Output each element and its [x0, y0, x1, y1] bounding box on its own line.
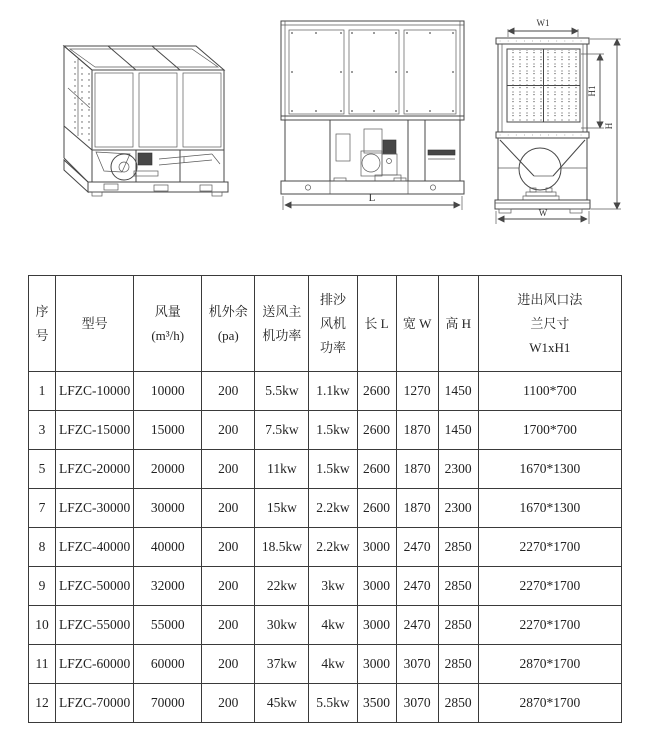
cell-width: 1870 [396, 489, 438, 528]
cell-airflow: 30000 [134, 489, 202, 528]
front-view-drawing [276, 12, 472, 222]
cell-width: 3070 [396, 684, 438, 723]
cell-flange: 2270*1700 [478, 528, 621, 567]
cell-ext_pressure: 200 [202, 684, 255, 723]
table-row [29, 450, 622, 489]
cell-airflow: 40000 [134, 528, 202, 567]
cell-flange: 2870*1700 [478, 684, 621, 723]
cell-index: 12 [29, 684, 56, 723]
cell-ext_pressure: 200 [202, 450, 255, 489]
cell-height: 2850 [438, 684, 478, 723]
cell-height: 2300 [438, 489, 478, 528]
cell-airflow: 60000 [134, 645, 202, 684]
dim-label-inner-height: H1 [587, 85, 597, 97]
cell-width: 2470 [396, 606, 438, 645]
col-header-height: 高 H [438, 276, 478, 372]
cell-index: 9 [29, 567, 56, 606]
cell-airflow: 10000 [134, 372, 202, 411]
cell-model: LFZC-55000 [56, 606, 134, 645]
cell-height: 2300 [438, 450, 478, 489]
front-cabinet [281, 21, 464, 120]
header-row [29, 276, 622, 372]
col-header-sand_fan_power: 排沙 风机 功率 [309, 276, 357, 372]
col-header-flange: 进出风口法 兰尺寸 W1xH1 [478, 276, 621, 372]
cell-model: LFZC-15000 [56, 411, 134, 450]
spec-table [28, 275, 622, 723]
cell-sand_fan_power: 3kw [309, 567, 357, 606]
dim-label-length: L [368, 192, 376, 204]
cell-airflow: 55000 [134, 606, 202, 645]
spec-table-head [29, 276, 622, 372]
cell-airflow: 32000 [134, 567, 202, 606]
cell-flange: 1700*700 [478, 411, 621, 450]
cell-model: LFZC-40000 [56, 528, 134, 567]
cell-ext_pressure: 200 [202, 567, 255, 606]
cell-index: 3 [29, 411, 56, 450]
cell-length: 3000 [357, 645, 396, 684]
isometric-view-drawing [24, 12, 236, 207]
dim-width [496, 208, 589, 224]
cell-height: 1450 [438, 372, 478, 411]
cell-sand_fan_power: 5.5kw [309, 684, 357, 723]
cell-index: 5 [29, 450, 56, 489]
cell-supply_power: 5.5kw [255, 372, 309, 411]
cell-model: LFZC-10000 [56, 372, 134, 411]
cell-index: 8 [29, 528, 56, 567]
dim-length [283, 192, 462, 210]
cell-ext_pressure: 200 [202, 411, 255, 450]
cell-width: 2470 [396, 528, 438, 567]
iso-skid [64, 160, 228, 196]
table-row [29, 528, 622, 567]
table-row [29, 645, 622, 684]
cell-width: 1870 [396, 450, 438, 489]
cell-model: LFZC-20000 [56, 450, 134, 489]
cell-length: 3500 [357, 684, 396, 723]
front-panel-bolts [291, 32, 454, 112]
cell-ext_pressure: 200 [202, 528, 255, 567]
front-damper [428, 150, 455, 155]
dim-label-height: H [604, 122, 614, 130]
cell-sand_fan_power: 1.1kw [309, 372, 357, 411]
table-row [29, 606, 622, 645]
cell-index: 7 [29, 489, 56, 528]
col-header-supply_power: 送风主 机功率 [255, 276, 309, 372]
cell-length: 3000 [357, 567, 396, 606]
cell-flange: 2270*1700 [478, 567, 621, 606]
col-header-index: 序 号 [29, 276, 56, 372]
col-header-width: 宽 W [396, 276, 438, 372]
cell-model: LFZC-30000 [56, 489, 134, 528]
cell-supply_power: 7.5kw [255, 411, 309, 450]
cell-supply_power: 11kw [255, 450, 309, 489]
cell-length: 2600 [357, 372, 396, 411]
cell-ext_pressure: 200 [202, 489, 255, 528]
table-row [29, 489, 622, 528]
cell-ext_pressure: 200 [202, 606, 255, 645]
cell-flange: 1670*1300 [478, 450, 621, 489]
table-row [29, 567, 622, 606]
cell-sand_fan_power: 1.5kw [309, 411, 357, 450]
cell-flange: 2270*1700 [478, 606, 621, 645]
cell-sand_fan_power: 2.2kw [309, 489, 357, 528]
cell-index: 11 [29, 645, 56, 684]
spec-table-wrap [28, 275, 622, 723]
table-row [29, 411, 622, 450]
cell-supply_power: 18.5kw [255, 528, 309, 567]
side-fan-scroll [519, 148, 561, 190]
cell-model: LFZC-50000 [56, 567, 134, 606]
col-header-airflow: 风量 (m³/h) [134, 276, 202, 372]
iso-motor [138, 153, 152, 165]
cell-height: 2850 [438, 645, 478, 684]
cell-height: 2850 [438, 606, 478, 645]
cell-flange: 1100*700 [478, 372, 621, 411]
side-hopper-fan [498, 138, 587, 200]
spec-table-body [29, 372, 622, 723]
cell-height: 1450 [438, 411, 478, 450]
cell-supply_power: 30kw [255, 606, 309, 645]
front-motor [383, 140, 396, 154]
col-header-length: 长 L [357, 276, 396, 372]
dim-label-top-width: W1 [536, 18, 550, 28]
iso-front-panels [92, 70, 224, 150]
cell-width: 2470 [396, 567, 438, 606]
cell-length: 2600 [357, 450, 396, 489]
cell-airflow: 15000 [134, 411, 202, 450]
cell-length: 3000 [357, 606, 396, 645]
cell-width: 3070 [396, 645, 438, 684]
front-duct [336, 134, 350, 161]
front-fan-housing [364, 129, 382, 153]
cell-index: 1 [29, 372, 56, 411]
cell-height: 2850 [438, 528, 478, 567]
table-row [29, 684, 622, 723]
cell-sand_fan_power: 4kw [309, 645, 357, 684]
dim-inner-height [581, 54, 604, 128]
cell-index: 10 [29, 606, 56, 645]
front-lower-bay [285, 120, 460, 181]
side-cabinet [496, 38, 589, 138]
cell-width: 1270 [396, 372, 438, 411]
cell-width: 1870 [396, 411, 438, 450]
cell-flange: 2870*1700 [478, 645, 621, 684]
cell-supply_power: 45kw [255, 684, 309, 723]
cell-length: 3000 [357, 528, 396, 567]
dim-top-width [508, 18, 578, 37]
cell-length: 2600 [357, 489, 396, 528]
cell-length: 2600 [357, 411, 396, 450]
col-header-model: 型号 [56, 276, 134, 372]
cell-flange: 1670*1300 [478, 489, 621, 528]
cell-ext_pressure: 200 [202, 645, 255, 684]
cell-sand_fan_power: 4kw [309, 606, 357, 645]
cell-airflow: 70000 [134, 684, 202, 723]
iso-rack [159, 154, 220, 165]
cell-supply_power: 15kw [255, 489, 309, 528]
col-header-ext_pressure: 机外余 (pa) [202, 276, 255, 372]
cell-model: LFZC-60000 [56, 645, 134, 684]
side-view-drawing [490, 6, 640, 228]
table-row [29, 372, 622, 411]
dim-height [590, 39, 621, 209]
cell-model: LFZC-70000 [56, 684, 134, 723]
cell-height: 2850 [438, 567, 478, 606]
cell-ext_pressure: 200 [202, 372, 255, 411]
dim-label-width: W [538, 208, 548, 218]
cell-sand_fan_power: 1.5kw [309, 450, 357, 489]
cell-airflow: 20000 [134, 450, 202, 489]
cell-sand_fan_power: 2.2kw [309, 528, 357, 567]
cell-supply_power: 37kw [255, 645, 309, 684]
cell-supply_power: 22kw [255, 567, 309, 606]
